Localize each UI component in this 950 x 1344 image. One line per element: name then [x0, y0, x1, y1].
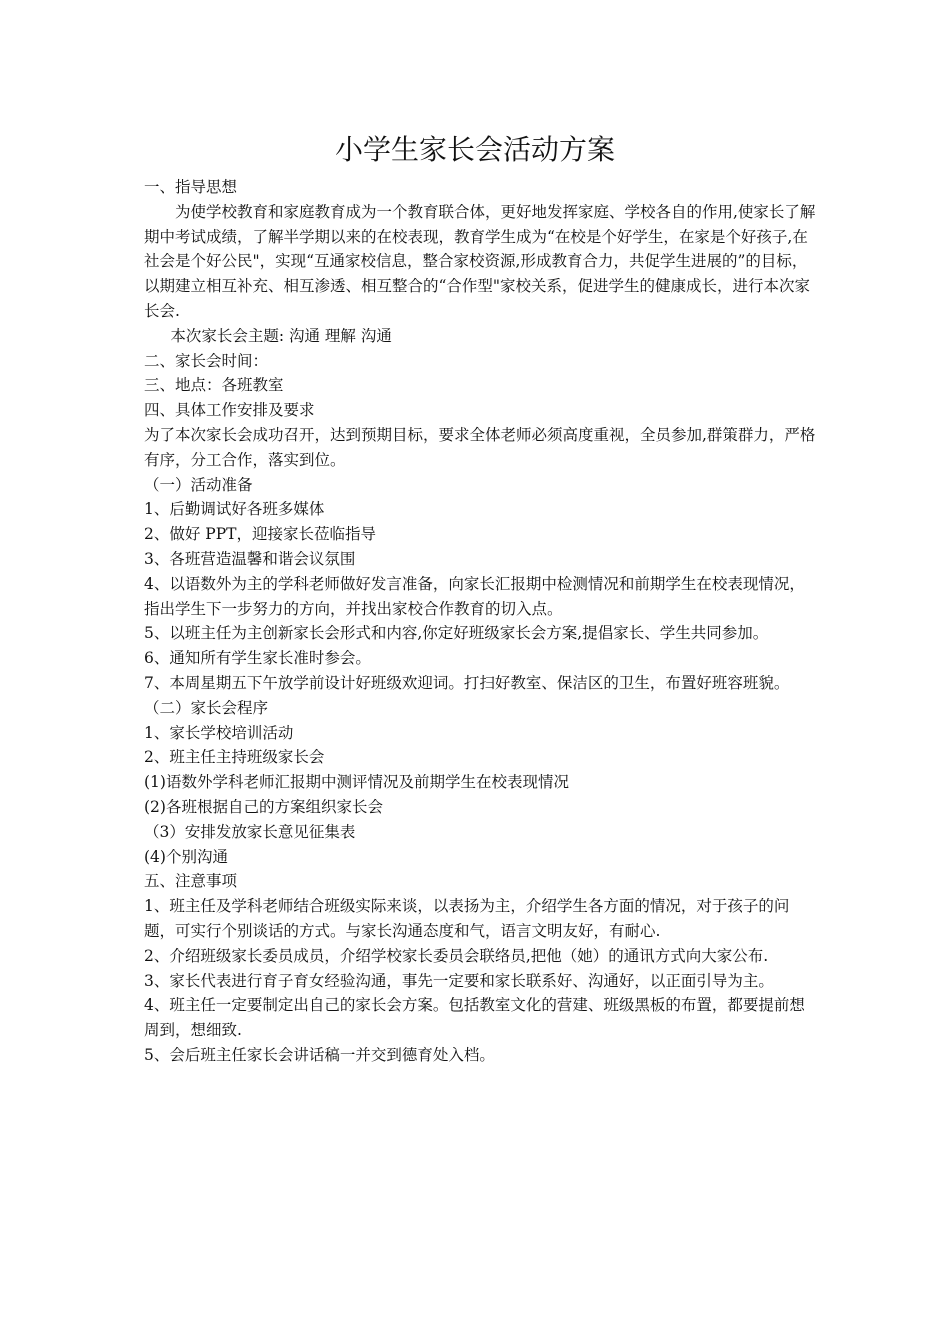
paragraph: 二、家长会时间：: [144, 351, 269, 370]
paragraph: 2、介绍班级家长委员成员，介绍学校家长委员会联络员,把他（她）的通讯方式向大家公布.: [144, 946, 769, 965]
document-body: [144, 175, 816, 1068]
paragraph: 五、注意事项: [144, 872, 238, 891]
paragraph: 3、家长代表进行育子育女经验沟通，事先一定要和家长联系好、沟通好，以正面引导为主。: [144, 971, 774, 990]
document-title: 小学生家长会活动方案: [334, 133, 615, 166]
paragraph: 6、通知所有学生家长准时参会。: [144, 649, 371, 668]
paragraph: （一）活动准备: [144, 475, 253, 494]
paragraph: 四、具体工作安排及要求: [144, 401, 315, 420]
paragraph: 4、班主任一定要制定出自己的家长会方案。包括教室文化的营建、班级黑板的布置，都要提前想周到，想细致.: [144, 996, 805, 1040]
paragraph: 1、家长学校培训活动: [144, 723, 294, 742]
paragraph: 1、班主任及学科老师结合班级实际来谈，以表扬为主，介绍学生各方面的情况，对于孩子的问题，可实行个别谈话的方式。与家长沟通态度和气，语言文明友好，有耐心.: [144, 897, 790, 940]
paragraph: 3、各班营造温馨和谐会议氛围: [144, 549, 356, 568]
paragraph: 本次家长会主题: 沟通 理解 沟通: [170, 326, 392, 345]
paragraph: 1、后勤调试好各班多媒体: [144, 500, 325, 519]
paragraph: 一、指导思想: [144, 178, 238, 196]
paragraph: 为使学校教育和家庭教育成为一个教育联合体，更好地发挥家庭、学校各自的作用,使家长了解期中考试成绩，了解半学期以来的在校表现，教育学生成为“在校是个好学生，在家是个好孩子,在社会是个好公民"，实现“互通家校信息，整合家校资源,形成教育合力，共促学生进展的”的目标，以期建立相互补充、相互渗透、相互整合的“合作型"家校关系，促进学生的健康成长，进行本次家长会.: [144, 202, 816, 320]
paragraph: （3）安排发放家长意见征集表: [144, 822, 356, 841]
paragraph: （二）家长会程序: [144, 698, 269, 717]
paragraph: 为了本次家长会成功召开，达到预期目标，要求全体老师必须高度重视，全员参加,群策群力，严格有序，分工合作，落实到位。: [144, 425, 816, 469]
paragraph: 5、以班主任为主创新家长会形式和内容,你定好班级家长会方案,提倡家长、学生共同参加。: [144, 624, 769, 643]
paragraph: 2、班主任主持班级家长会: [144, 748, 325, 767]
paragraph: (4)个别沟通: [144, 847, 228, 866]
paragraph: (2)各班根据自己的方案组织家长会: [144, 797, 383, 816]
paragraph: 三、地点：各班教室: [144, 376, 284, 395]
paragraph: 2、做好 PPT，迎接家长莅临指导: [144, 525, 376, 544]
paragraph: 5、会后班主任家长会讲话稿一并交到德育处入档。: [144, 1045, 495, 1064]
paragraph: (1)语数外学科老师汇报期中测评情况及前期学生在校表现情况: [144, 773, 569, 792]
paragraph: 7、本周星期五下午放学前设计好班级欢迎词。打扫好教室、保洁区的卫生，布置好班容班貌。: [144, 673, 790, 692]
paragraph: 4、以语数外为主的学科老师做好发言准备，向家长汇报期中检测情况和前期学生在校表现情况，指出学生下一步努力的方向，并找出家校合作教育的切入点。: [144, 574, 805, 618]
